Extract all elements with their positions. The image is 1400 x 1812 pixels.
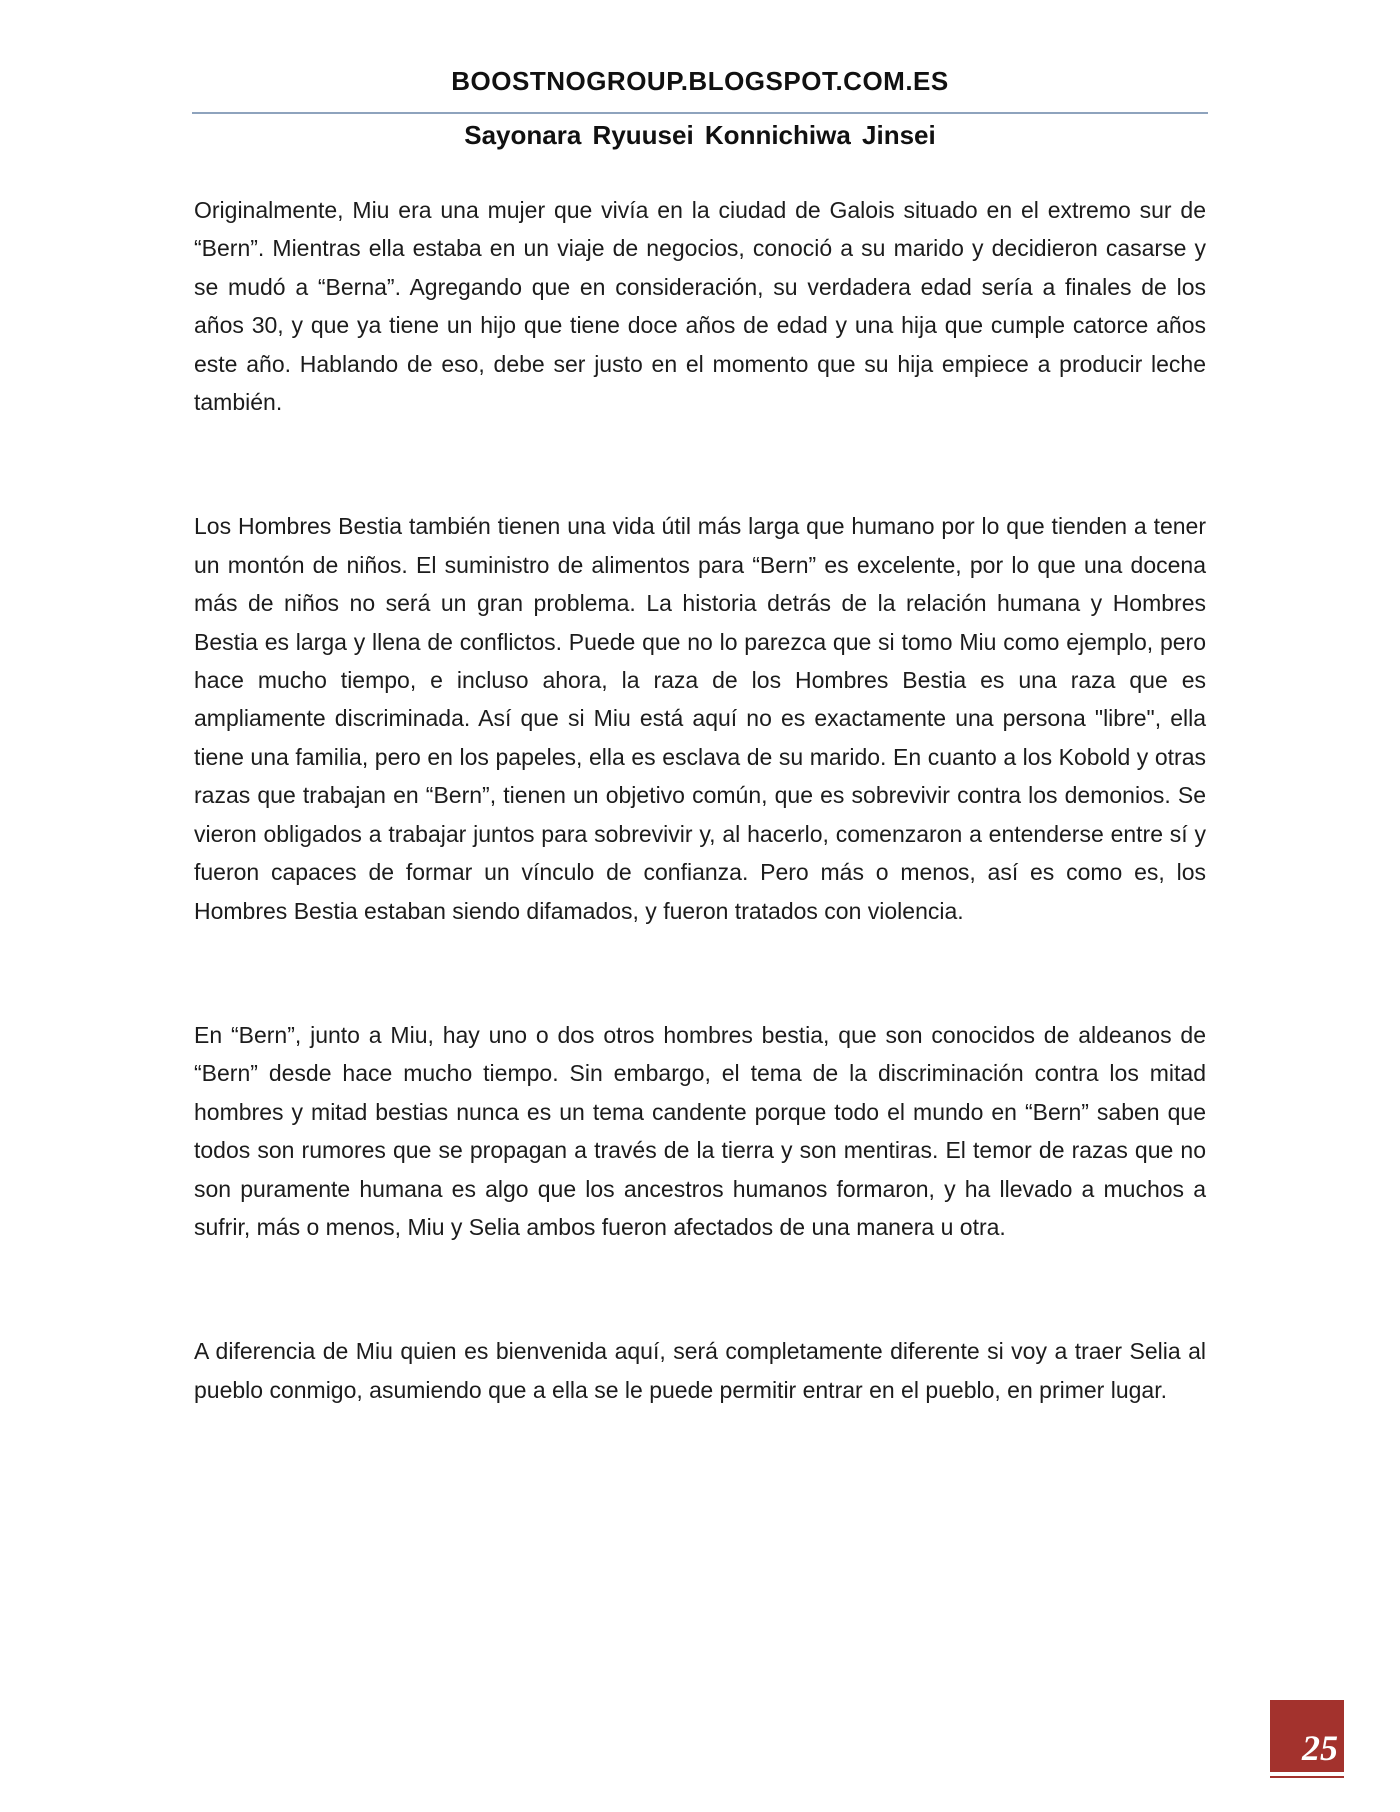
paragraph: Originalmente, Miu era una mujer que vivía en la ciudad de Galois situado en el extremo sur de “Bern”. Mientras ella estaba en un viaje de negocios, conoció a su marido y decidieron casarse y se mudó a “Berna”. Agregando que en consideración, su verdadera edad sería a finales de los años 30, y que ya tiene un hijo que tiene doce años de edad y una hija que cumple catorce años este año. Hablando de eso, debe ser justo en el momento que su hija empiece a producir leche también.	[194, 197, 1206, 416]
book-title: Sayonara Ryuusei Konnichiwa Jinsei	[464, 120, 936, 150]
page-number-underline	[1270, 1776, 1344, 1778]
paragraph: A diferencia de Miu quien es bienvenida aquí, será completamente diferente si voy a traer Selia al pueblo conmigo, asumiendo que a ella se le puede permitir entrar en el pueblo, en primer lugar.	[194, 1338, 1206, 1403]
site-header[interactable]: BOOSTNOGROUP.BLOGSPOT.COM.ES	[451, 66, 949, 96]
body-text	[194, 191, 1206, 1409]
header-divider	[192, 112, 1208, 114]
paragraph: En “Bern”, junto a Miu, hay uno o dos otros hombres bestia, que son conocidos de aldeanos de “Bern” desde hace mucho tiempo. Sin embargo, el tema de la discriminación contra los mitad hombres y mitad bestias nunca es un tema candente porque todo el mundo en “Bern” saben que todos son rumores que se propagan a través de la tierra y son mentiras. El temor de razas que no son puramente humana es algo que los ancestros humanos formaron, y ha llevado a muchos a sufrir, más o menos, Miu y Selia ambos fueron afectados de una manera u otra.	[194, 1021, 1206, 1240]
paragraph: Los Hombres Bestia también tienen una vida útil más larga que humano por lo que tienden a tener un montón de niños. El suministro de alimentos para “Bern” es excelente, por lo que una docena más de niños no será un gran problema. La historia detrás de la relación humana y Hombres Bestia es larga y llena de conflictos. Puede que no lo parezca que si tomo Miu como ejemplo, pero hace mucho tiempo, e incluso ahora, la raza de los Hombres Bestia es una raza que es ampliamente discriminada. Así que si Miu está aquí no es exactamente una persona "libre", ella tiene una familia, pero en los papeles, ella es esclava de su marido. En cuanto a los Kobold y otras razas que trabajan en “Bern”, tienen un objetivo común, que es sobrevivir contra los demonios. Se vieron obligados a trabajar juntos para sobrevivir y, al hacerlo, comenzaron a entenderse entre sí y fueron capaces de formar un vínculo de confianza. Pero más o menos, así es como es, los Hombres Bestia estaban siendo difamados, y fueron tratados con violencia.	[194, 513, 1206, 924]
page-number-badge	[1270, 1700, 1344, 1772]
page-number: 25	[1302, 1728, 1338, 1768]
